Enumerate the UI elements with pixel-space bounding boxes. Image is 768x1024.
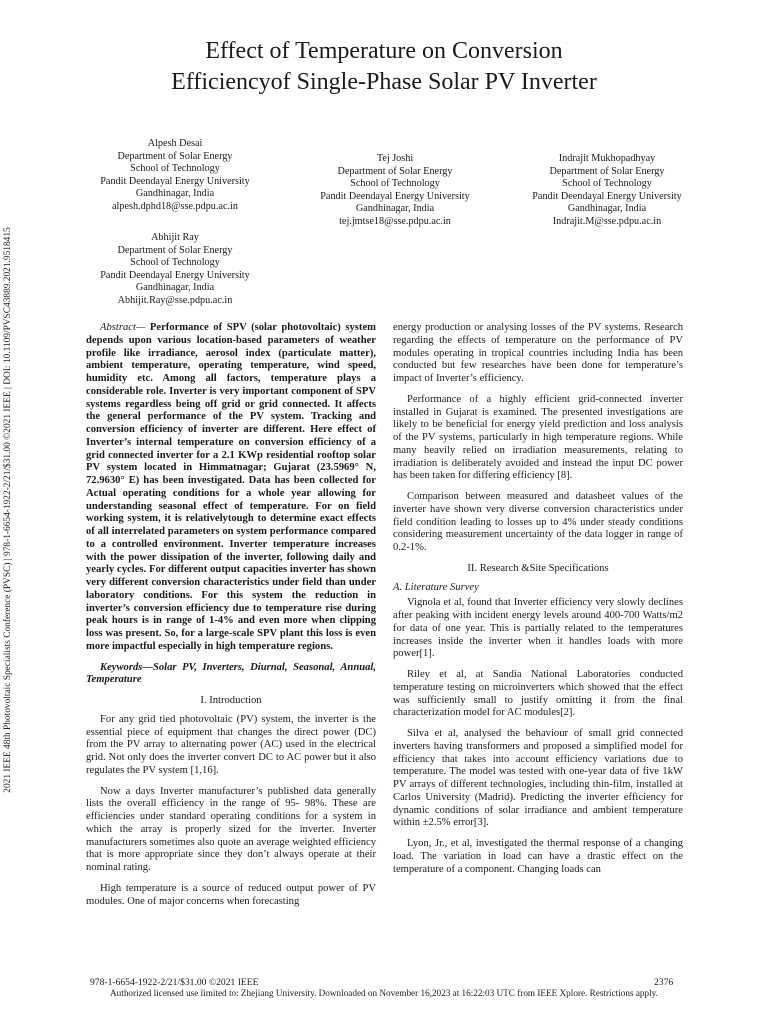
author-school: School of Technology [130,163,220,175]
paragraph: Comparison between measured and datasheet values of the inverter have shown very diverse conversion characteristics under field condition leading to losses up to 4% under steady conditions considering measurement uncertainty of the data logger in range of 0.2-1%. [393,491,683,553]
paragraph: Vignola et al, found that Inverter efficiency very slowly declines after peaking with incident energy levels around 400-700 Watts/m2 for data of one year. This is partially related to the temperatures increases inside the inverter when it handles loads with more power[1]. [393,597,683,660]
download-notice: Authorized licensed use limited to: Zhejiang University. Downloaded on November 16,2023 at 16:22:03 UTC from IEEE Xplore. Restrictions apply. [110,988,658,998]
author-school: School of Technology [562,178,652,190]
author-email: alpesh.dphd18@sse.pdpu.ac.in [112,200,238,212]
left-column [86,322,376,916]
author-dept: Department of Solar Energy [117,244,233,256]
author-city: Gandhinagar, India [135,282,215,294]
author-name: Alpesh Desai [147,138,203,149]
author-school: School of Technology [130,257,220,269]
abstract-text: Performance of SPV (solar photovoltaic) system depends upon various location-based parameters of weather profile like irradiance, aerosol index (particulate matter), ambient temperature, operating temperature, wind speed, humidity etc. Among all factors, temperature plays a considerable role. Inverter is very important component of SPV systems regardless being off grid or grid connected. It affects the general performance of the PV system. Tracking and conversion efficiency of inverter are different. Here effect of Inverter’s internal temperature on conversion efficiency of a grid connected inverter for a 2.1 KWp residential rooftop solar PV system located in Himmatnagar; Gujarat (23.5969° N, 72.9630° E) has been investigated. Data has been collected for Actual operating conditions for a whole year allowing for understanding seasonal effect of temperature. For on field working system, it is relativelytough to determine exact effects of all interrelated parameters on system performance compared to a controlled environment. Inverter temperature increases with the power dissipation of the inverter, following daily and yearly cycles. For different output capacities inverter has shown very different conversion characteristics under field than under laboratory conditions. For this system the reduction in inverter’s conversion efficiency due to temperature rise during peak hours is in range of 1-4% and even more when clipping loss was present. So, for a large-scale SPV plant this loss is even more impactful especially in high temperature regions. [86,322,376,652]
author-email: Abhijit.Ray@sse.pdpu.ac.in [117,294,233,306]
author-name: Indrajit Mukhopadhyay [558,153,656,164]
keywords-text: Solar PV, Inverters, Diurnal, Seasonal, Annual, Temperature [86,661,376,686]
page-number: 2376 [654,977,674,988]
paragraph: Lyon, Jr., et al, investigated the thermal response of a changing load. The variation in load can have a drastic effect on the temperature of a component. Changing loads can [393,838,683,875]
author-university: Pandit Deendayal Energy University [100,175,250,187]
paper-title [0,36,768,98]
paragraph: Riley et al, at Sandia National Laboratories conducted temperature testing on microinverters which showed that the effect was sufficiently small to justify omitting it from the final characterization model for AC modules[2]. [393,669,683,719]
paragraph: Now a days Inverter manufacturer’s published data generally lists the overall efficiency in the range of 95- 98%. These are efficiencies under standard operating conditions for a system in which the array is properly sized for the inverter. Inverter manufacturers sometimes also quote an average weighted efficiency that is more appropriate since they don’t always operate at their nominal rating. [86,785,376,873]
author-school: School of Technology [350,178,440,190]
author-university: Pandit Deendayal Energy University [532,190,682,202]
author-email: Indrajit.M@sse.pdpu.ac.in [552,215,662,227]
subsection-heading-literature: A. Literature Survey [393,581,479,593]
title-line-1: Effect of Temperature on Conversion [205,38,563,64]
author-city: Gandhinagar, India [135,188,215,200]
side-citation-text: 2021 IEEE 48th Photovoltaic Specialists Conference (PVSC) | 978-1-6654-1922-2/21/$31.00 ©2021 IEEE | DOI: 10.1109/PVSC43889.2021.9518415 [3,227,13,793]
title-line-2: Efficiencyof Single-Phase Solar PV Inverter [171,69,597,95]
author-city: Gandhinagar, India [567,203,647,215]
author-dept: Department of Solar Energy [337,165,453,177]
author-dept: Department of Solar Energy [549,165,665,177]
paragraph: Silva et al, analysed the behaviour of small grid connected inverters having transformers and proposed a simplified model for efficiency that takes into account efficiency variations due to temperature. The model was tested with one-year data of five 1kW PV arrays of different technologies, including thin-film, installed at Carlos University (Madrid). Predicting the inverter efficiency for dynamic conditions of solar irradiance and ambient temperature within ±2.5% error[3]. [393,728,683,829]
author-university: Pandit Deendayal Energy University [320,190,470,202]
author-block-3 [492,153,722,229]
author-block-2 [280,153,510,229]
paragraph: High temperature is a source of reduced output power of PV modules. One of major concerns when forecasting [86,882,376,907]
abstract-label: Abstract— [100,322,146,333]
author-city: Gandhinagar, India [355,203,435,215]
footer-copyright: 978-1-6654-1922-2/21/$31.00 ©2021 IEEE [90,977,259,988]
author-block-4 [60,232,290,308]
author-dept: Department of Solar Energy [117,150,233,162]
author-block-1 [60,138,290,214]
author-name: Abhijit Ray [151,232,199,243]
paragraph: Performance of a highly efficient grid-connected inverter installed in Gujarat is examined. The presented investigations are likely to be beneficial for energy yield prediction and loss analysis of the PV systems, particularly in high temperature regions. While many heavily relied on irradiation measurements, relating to irradiation is deliberately avoided and instead the input DC power has been taken for differing efficiency [8]. [393,393,683,482]
section-heading-research: II. Research &Site Specifications [467,562,609,574]
author-name: Tej Joshi [376,153,414,164]
author-email: tej.jmtse18@sse.pdpu.ac.in [339,215,451,227]
paragraph: For any grid tied photovoltaic (PV) system, the inverter is the essential piece of equipment that changes the direct power (DC) from the PV array to alternating power (AC) used in the electrical grid. Not only does the inverter convert DC to AC power but it also regulates the PV system [1,16]. [86,713,376,776]
author-university: Pandit Deendayal Energy University [100,269,250,281]
right-column [393,322,683,884]
section-heading-introduction: I. Introduction [200,695,262,706]
keywords [86,662,376,688]
paragraph: energy production or analysing losses of the PV systems. Research regarding the effects of temperature on the performance of PV modules operating in tropical countries including India has been conducted but few researches have been done for temperature’s impact of Inverter’s efficiency. [393,322,683,384]
keywords-label: Keywords— [100,661,153,673]
abstract [86,322,376,654]
